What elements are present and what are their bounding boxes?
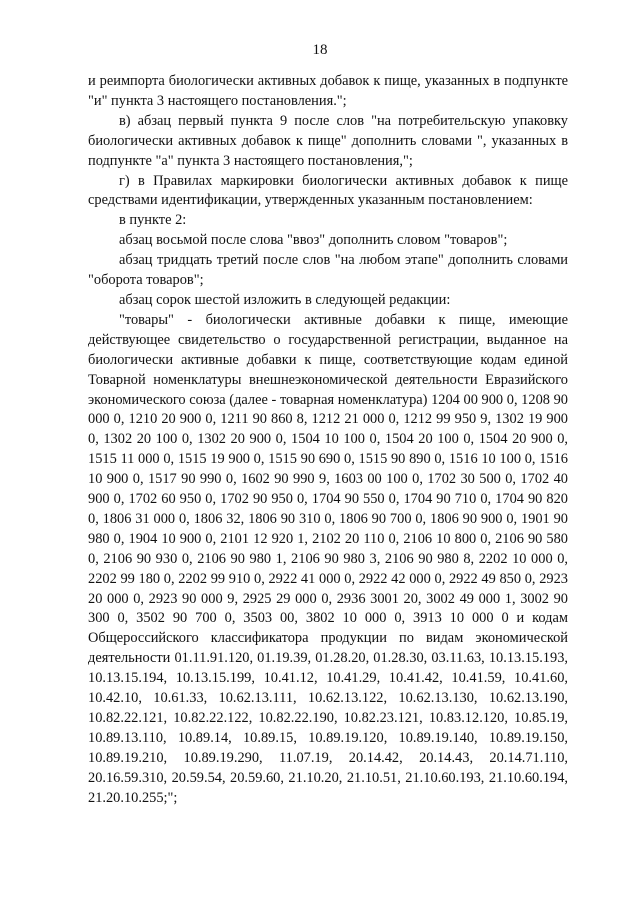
paragraph-item-g: г) в Правилах маркировки биологически активных добавок к пище средствами идентификации, утвержденных указанным постановлением: <box>88 172 568 209</box>
paragraph-abzac-8: абзац восьмой после слова "ввоз" дополнить словом "товаров"; <box>119 232 508 249</box>
page-number: 18 <box>312 42 328 58</box>
paragraph-abzac-33: абзац тридцать третий после слов "на любом этапе" дополнить словами "оборота товаров"; <box>88 252 568 289</box>
paragraph-point-2: в пункте 2: <box>119 212 187 229</box>
paragraph-item-v: в) абзац первый пункта 9 после слов "на потребительскую упаковку биологически активных добавок к пище" дополнить словами ", указанных в подпункте "а" пункта 3 настоящего постановления,"; <box>88 112 568 169</box>
paragraph-continuation: и реимпорта биологически активных добавок к пище, указанных в подпункте "и" пункта 3 настоящего постановления."; <box>88 73 568 109</box>
body-text <box>88 72 568 809</box>
paragraph-abzac-46: абзац сорок шестой изложить в следующей редакции: <box>119 291 451 308</box>
paragraph-goods-definition: "товары" - биологически активные добавки к пище, имеющие действующее свидетельство о государственной регистрации, выданное на биологически активные добавки к пище, соответствующие кодам единой Товарной номенклатуры внешнеэкономической деятельности Евразийского экономического союза (далее - товарная номенклатура) 1204 00 900 0, 1208 90 000 0, 1210 20 900 0, 1211 90 860 8, 1212 21 000 0, 1212 99 950 9, 1302 19 900 0, 1302 20 100 0, 1302 20 900 0, 1504 10 100 0, 1504 20 100 0, 1504 20 900 0, 1515 11 000 0, 1515 19 900 0, 1515 90 690 0, 1515 90 890 0, 1516 10 100 0, 1516 10 900 0, 1517 90 990 0, 1602 90 990 9, 1603 00 100 0, 1702 30 500 0, 1702 40 900 0, 1702 60 950 0, 1702 90 950 0, 1704 90 550 0, 1704 90 710 0, 1704 90 820 0, 1806 31 000 0, 1806 32, 1806 90 310 0, 1806 90 700 0, 1806 90 900 0, 1901 90 980 0, 1904 10 900 0, 2101 12 920 1, 2102 20 110 0, 2106 10 800 0, 2106 90 580 0, 2106 90 930 0, 2106 90 980 1, 2106 90 980 3, 2106 90 980 8, 2202 10 000 0, 2202 99 180 0, 2202 99 910 0, 2922 41 000 0, 2922 42 000 0, 2922 49 850 0, 2923 20 000 0, 2923 90 000 9, 2925 29 000 0, 2936 3001 20, 3002 49 000 1, 3002 90 300 0, 3502 90 700 0, 3503 00, 3802 10 000 0, 3913 10 000 0 и кодам Общероссийского классификатора продукции по видам экономической деятельности 01.11.91.120, 01.19.39, 01.28.20, 01.28.30, 03.11.63, 10.13.15.193, 10.13.15.194, 10.13.15.199, 10.41.12, 10.41.29, 10.41.42, 10.41.59, 10.41.60, 10.42.10, 10.61.33, 10.62.13.111, 10.62.13.122, 10.62.13.130, 10.62.13.190, 10.82.22.121, 10.82.22.122, 10.82.22.190, 10.82.23.121, 10.83.12.120, 10.85.19, 10.89.13.110, 10.89.14, 10.89.15, 10.89.19.120, 10.89.19.140, 10.89.19.150, 10.89.19.210, 10.89.19.290, 11.07.19, 20.14.42, 20.14.43, 20.14.71.110, 20.16.59.310, 20.59.54, 20.59.60, 21.10.20, 21.10.51, 21.10.60.193, 21.10.60.194, 21.20.10.255;"; <box>88 311 568 806</box>
